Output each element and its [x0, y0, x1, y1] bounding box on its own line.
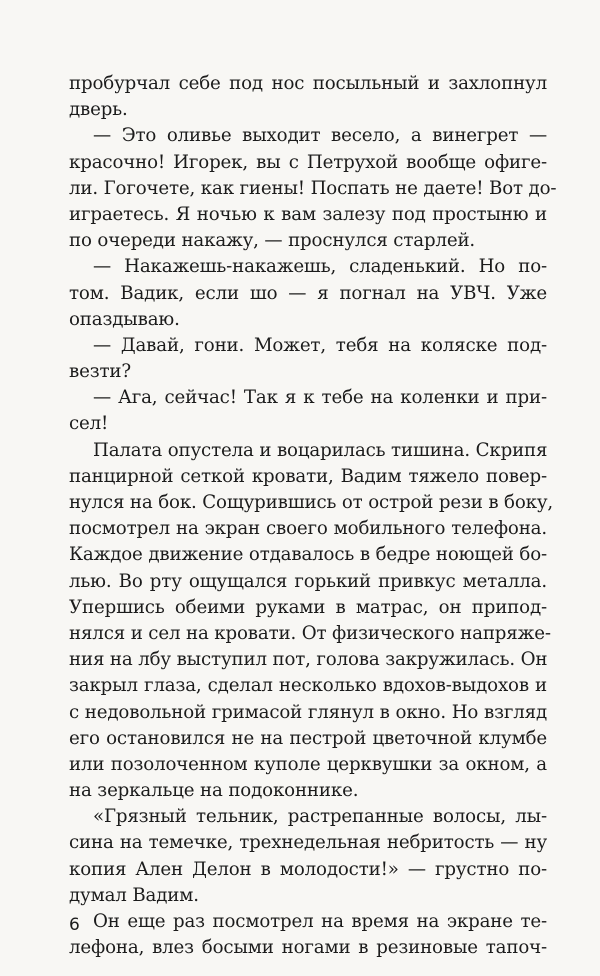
- text-line: с недовольной гримасой глянул в окно. Но взгляд: [69, 701, 547, 723]
- body-text: [69, 71, 557, 961]
- text-line: его остановился не на пестрой цветочной клумбе: [69, 727, 547, 749]
- text-line: Каждое движение отдавалось в бедре ноющей бо-: [69, 544, 547, 566]
- text-line: лью. Во рту ощущался горький привкус металла.: [69, 570, 547, 592]
- text-line: «Грязный тельник, растрепанные волосы, лы-: [93, 806, 547, 828]
- text-line: нулся на бок. Сощурившись от острой рези в боку,: [69, 492, 554, 513]
- text-line: красочно! Игорек, вы с Петрухой вообще офиге-: [69, 151, 547, 173]
- text-line: том. Вадик, если шо — я погнал на УВЧ. Уже: [69, 282, 547, 304]
- text-line: закрыл глаза, сделал несколько вдохов-выдохов и: [69, 675, 547, 697]
- page-number: 6: [69, 915, 80, 935]
- text-line: сел!: [69, 413, 109, 435]
- text-line: на зеркальце на подоконнике.: [69, 780, 359, 802]
- text-line: Он еще раз посмотрел на время на экране те-: [93, 911, 547, 932]
- text-line: или позолоченном куполе церквушки за окном, а: [69, 753, 547, 775]
- text-line: ния на лбу выступил пот, голова закружилась. Он: [69, 649, 548, 671]
- text-line: — Накажешь-накажешь, сладенький. Но по-: [93, 256, 547, 278]
- text-line: ли. Гогочете, как гиены! Поспать не даете! Вот до-: [69, 177, 557, 199]
- text-line: опаздываю.: [69, 308, 180, 330]
- text-line: пробурчал себе под нос посыльный и захлопнул: [69, 73, 547, 94]
- text-line: панцирной сеткой кровати, Вадим тяжело повер-: [69, 465, 547, 487]
- text-line: по очереди накажу, — проснулся старлей.: [69, 230, 476, 252]
- text-line: думал Вадим.: [69, 884, 199, 906]
- text-line: лефона, влез босыми ногами в резиновые тапоч-: [69, 937, 547, 959]
- text-line: — Это оливье выходит весело, а винегрет —: [93, 125, 547, 147]
- text-line: — Ага, сейчас! Так я к тебе на коленки и при-: [93, 387, 547, 409]
- text-line: — Давай, гони. Может, тебя на коляске под-: [93, 334, 547, 356]
- text-line: нялся и сел на кровати. От физического напряже-: [69, 622, 551, 644]
- text-line: играетесь. Я ночью к вам залезу под простыню и: [69, 203, 547, 225]
- text-line: Палата опустела и воцарилась тишина. Скрипя: [93, 439, 548, 461]
- text-line: везти?: [69, 361, 131, 383]
- text-line: Упершись обеими руками в матрас, он припод-: [69, 596, 547, 618]
- text-line: копия Ален Делон в молодости!» — грустно по-: [69, 858, 547, 880]
- text-line: сина на темечке, трехнедельная небритость — ну: [69, 832, 547, 854]
- text-line: дверь.: [69, 99, 128, 121]
- text-line: посмотрел на экран своего мобильного телефона.: [69, 518, 547, 540]
